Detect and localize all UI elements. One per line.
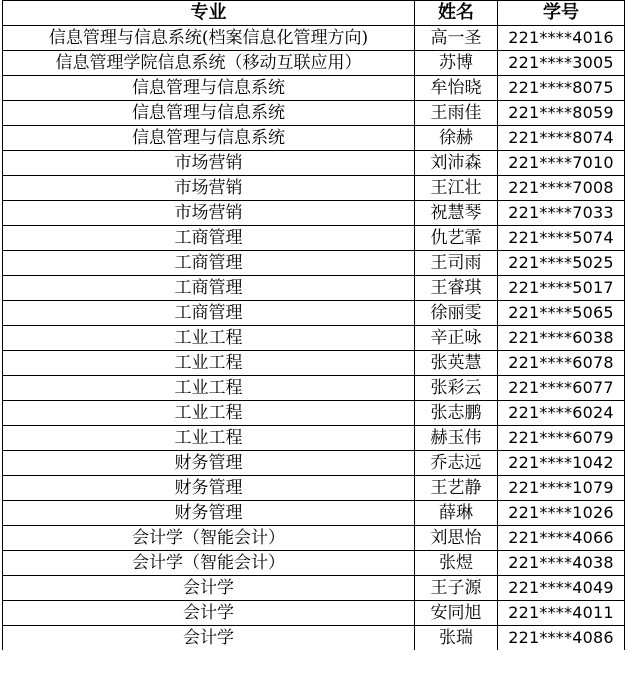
cell-name: 苏博 — [415, 51, 498, 76]
table-row — [3, 176, 625, 201]
cell-name: 张瑞 — [415, 626, 498, 651]
cell-major: 信息管理学院信息系统（移动互联应用） — [3, 51, 415, 76]
table-row — [3, 226, 625, 251]
cell-major: 财务管理 — [3, 476, 415, 501]
table-header — [3, 1, 625, 26]
table-row — [3, 26, 625, 51]
cell-name: 王江壮 — [415, 176, 498, 201]
table-row — [3, 76, 625, 101]
cell-name: 张英慧 — [415, 351, 498, 376]
cell-major: 会计学 — [3, 626, 415, 651]
column-header-major: 专业 — [3, 1, 415, 26]
cell-major: 市场营销 — [3, 176, 415, 201]
cell-major: 信息管理与信息系统 — [3, 101, 415, 126]
cell-name: 高一圣 — [415, 26, 498, 51]
student-roster-table — [2, 0, 625, 650]
cell-student-id: 221****4066 — [498, 526, 625, 551]
table-row — [3, 576, 625, 601]
table-row — [3, 151, 625, 176]
cell-student-id: 221****6078 — [498, 351, 625, 376]
table-row — [3, 601, 625, 626]
cell-name: 徐赫 — [415, 126, 498, 151]
cell-student-id: 221****4049 — [498, 576, 625, 601]
cell-name: 刘沛森 — [415, 151, 498, 176]
header-row — [3, 1, 625, 26]
cell-major: 工商管理 — [3, 276, 415, 301]
cell-student-id: 221****7010 — [498, 151, 625, 176]
table-body — [3, 26, 625, 651]
cell-student-id: 221****7008 — [498, 176, 625, 201]
cell-major: 财务管理 — [3, 451, 415, 476]
cell-student-id: 221****5017 — [498, 276, 625, 301]
cell-name: 刘思怡 — [415, 526, 498, 551]
cell-major: 信息管理与信息系统 — [3, 76, 415, 101]
cell-major: 工商管理 — [3, 301, 415, 326]
cell-major: 会计学 — [3, 601, 415, 626]
cell-name: 安同旭 — [415, 601, 498, 626]
cell-name: 薛琳 — [415, 501, 498, 526]
table-row — [3, 51, 625, 76]
cell-student-id: 221****3005 — [498, 51, 625, 76]
table-row — [3, 301, 625, 326]
cell-student-id: 221****4086 — [498, 626, 625, 651]
table-row — [3, 401, 625, 426]
table-row — [3, 476, 625, 501]
cell-major: 信息管理与信息系统(档案信息化管理方向) — [3, 26, 415, 51]
cell-major: 工商管理 — [3, 251, 415, 276]
cell-student-id: 221****7033 — [498, 201, 625, 226]
table-row — [3, 326, 625, 351]
cell-student-id: 221****4038 — [498, 551, 625, 576]
cell-major: 工业工程 — [3, 401, 415, 426]
cell-name: 王司雨 — [415, 251, 498, 276]
cell-name: 祝慧琴 — [415, 201, 498, 226]
cell-student-id: 221****4016 — [498, 26, 625, 51]
cell-name: 王艺静 — [415, 476, 498, 501]
cell-name: 徐丽雯 — [415, 301, 498, 326]
cell-major: 会计学（智能会计） — [3, 526, 415, 551]
cell-name: 乔志远 — [415, 451, 498, 476]
cell-major: 工业工程 — [3, 376, 415, 401]
cell-student-id: 221****6077 — [498, 376, 625, 401]
cell-name: 赫玉伟 — [415, 426, 498, 451]
table-row — [3, 626, 625, 651]
cell-name: 张志鹏 — [415, 401, 498, 426]
table-row — [3, 351, 625, 376]
cell-major: 工商管理 — [3, 226, 415, 251]
cell-student-id: 221****8059 — [498, 101, 625, 126]
table-row — [3, 101, 625, 126]
cell-major: 市场营销 — [3, 201, 415, 226]
cell-student-id: 221****5025 — [498, 251, 625, 276]
cell-student-id: 221****1079 — [498, 476, 625, 501]
column-header-name: 姓名 — [415, 1, 498, 26]
cell-major: 工业工程 — [3, 426, 415, 451]
table-row — [3, 201, 625, 226]
cell-name: 王睿琪 — [415, 276, 498, 301]
table-row — [3, 276, 625, 301]
cell-student-id: 221****6079 — [498, 426, 625, 451]
table-row — [3, 526, 625, 551]
cell-major: 会计学（智能会计） — [3, 551, 415, 576]
cell-student-id: 221****8074 — [498, 126, 625, 151]
cell-student-id: 221****1042 — [498, 451, 625, 476]
cell-student-id: 221****5074 — [498, 226, 625, 251]
column-header-student-id: 学号 — [498, 1, 625, 26]
table-row — [3, 126, 625, 151]
cell-name: 辛正咏 — [415, 326, 498, 351]
cell-major: 市场营销 — [3, 151, 415, 176]
cell-major: 财务管理 — [3, 501, 415, 526]
cell-name: 王雨佳 — [415, 101, 498, 126]
cell-name: 张彩云 — [415, 376, 498, 401]
cell-student-id: 221****1026 — [498, 501, 625, 526]
cell-name: 张煜 — [415, 551, 498, 576]
table-row — [3, 251, 625, 276]
cell-student-id: 221****5065 — [498, 301, 625, 326]
cell-student-id: 221****4011 — [498, 601, 625, 626]
cell-major: 工业工程 — [3, 326, 415, 351]
cell-student-id: 221****6024 — [498, 401, 625, 426]
cell-major: 会计学 — [3, 576, 415, 601]
table-row — [3, 451, 625, 476]
table-row — [3, 501, 625, 526]
cell-major: 信息管理与信息系统 — [3, 126, 415, 151]
cell-name: 牟怡晓 — [415, 76, 498, 101]
cell-name: 王子源 — [415, 576, 498, 601]
table-row — [3, 376, 625, 401]
cell-major: 工业工程 — [3, 351, 415, 376]
table-row — [3, 426, 625, 451]
cell-student-id: 221****8075 — [498, 76, 625, 101]
cell-student-id: 221****6038 — [498, 326, 625, 351]
table-row — [3, 551, 625, 576]
cell-name: 仇艺霏 — [415, 226, 498, 251]
